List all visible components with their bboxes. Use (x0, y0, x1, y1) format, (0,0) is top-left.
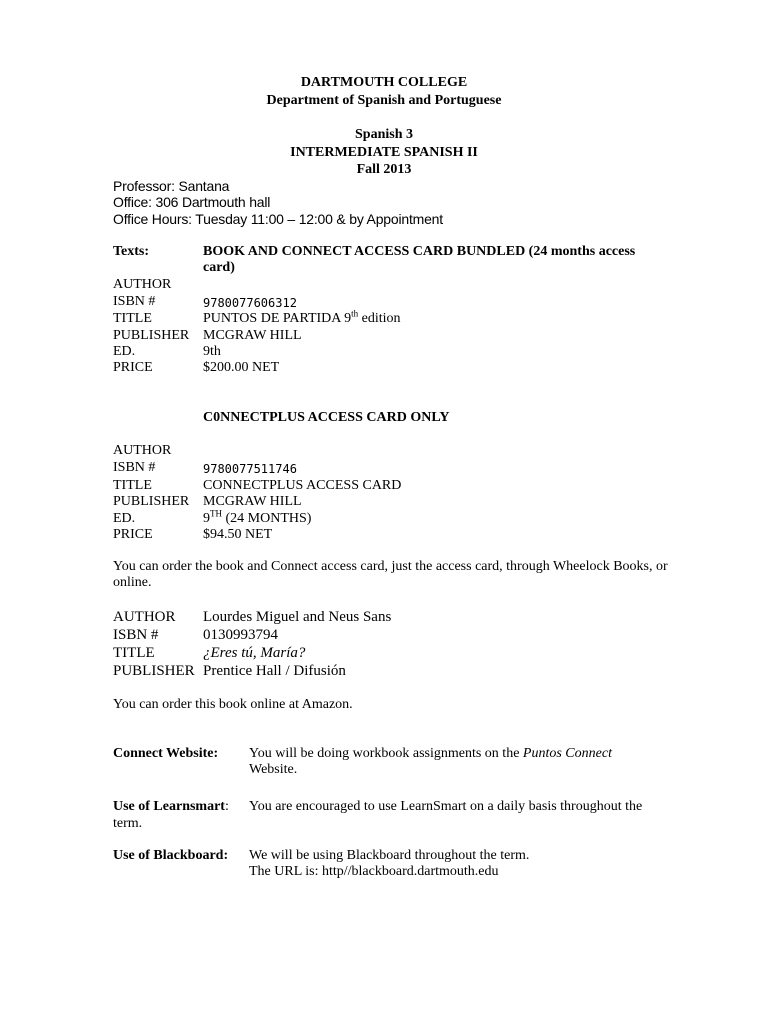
bundle-heading: BOOK AND CONNECT ACCESS CARD BUNDLED (24 months access card) (203, 244, 636, 275)
connect-card-heading: C0NNECTPLUS ACCESS CARD ONLY (203, 410, 450, 425)
learnsmart-label: Use of Learnsmart: (113, 799, 229, 814)
learnsmart-text: You are encouraged to use LearnSmart on a daily basis throughout the (249, 799, 643, 814)
book2-publisher: MCGRAW HILL (203, 494, 302, 509)
book3-isbn-label: ISBN # (113, 627, 159, 643)
book2-publisher-label: PUBLISHER (113, 494, 190, 509)
book1-publisher-label: PUBLISHER (113, 328, 190, 343)
book2-price-label: PRICE (113, 527, 153, 542)
book1-isbn: 9780077606312 (203, 296, 297, 310)
book2-author-label: AUTHOR (113, 443, 172, 458)
texts-label: Texts: (113, 244, 150, 259)
book3-isbn: 0130993794 (203, 627, 278, 643)
order-note: You can order the book and Connect access card, just the access card, through Wheelock Books, or online. (113, 559, 668, 590)
course-term: Fall 2013 (356, 162, 412, 177)
office-hours-line: Office Hours: Tuesday 11:00 – 12:00 & by Appointment (113, 211, 443, 227)
college-name: DARTMOUTH COLLEGE (300, 75, 468, 90)
book3-publisher-label: PUBLISHER (113, 663, 195, 679)
book1-ed-label: ED. (113, 344, 136, 359)
department-name: Department of Spanish and Portuguese (266, 93, 502, 108)
amazon-note: You can order this book online at Amazon. (113, 697, 353, 712)
professor-line: Professor: Santana (113, 178, 230, 194)
book2-price: $94.50 NET (203, 527, 273, 542)
course-title: INTERMEDIATE SPANISH II (290, 145, 478, 160)
book1-isbn-label: ISBN # (113, 294, 156, 309)
book3-title-label: TITLE (113, 645, 155, 661)
book1-title: PUNTOS DE PARTIDA 9th edition (203, 308, 401, 326)
blackboard-url-line: The URL is: http//blackboard.dartmouth.edu (249, 864, 499, 879)
book2-ed-label: ED. (113, 511, 136, 526)
course-code: Spanish 3 (355, 127, 413, 142)
connect-website-label: Connect Website: (113, 746, 219, 761)
book1-ed: 9th (203, 344, 221, 359)
learnsmart-text-wrap: term. (113, 816, 143, 831)
book3-author: Lourdes Miguel and Neus Sans (203, 609, 392, 625)
book3-title: ¿Eres tú, María? (203, 645, 306, 661)
blackboard-line1: We will be using Blackboard throughout the term. (249, 848, 530, 863)
book1-author-label: AUTHOR (113, 277, 172, 292)
book2-isbn: 9780077511746 (203, 462, 297, 476)
book2-isbn-label: ISBN # (113, 460, 156, 475)
book1-publisher: MCGRAW HILL (203, 328, 302, 343)
book2-ed: 9TH (24 MONTHS) (203, 508, 312, 526)
connect-website-text: You will be doing workbook assignments on the Puntos Connect Website. (249, 746, 612, 777)
book2-title: CONNECTPLUS ACCESS CARD (203, 478, 402, 493)
book1-title-label: TITLE (113, 311, 152, 326)
book1-price-label: PRICE (113, 360, 153, 375)
book2-title-label: TITLE (113, 478, 152, 493)
blackboard-label: Use of Blackboard: (113, 848, 229, 863)
book3-author-label: AUTHOR (113, 609, 176, 625)
office-line: Office: 306 Dartmouth hall (113, 194, 271, 210)
book3-publisher: Prentice Hall / Difusión (203, 663, 346, 679)
book1-price: $200.00 NET (203, 360, 280, 375)
